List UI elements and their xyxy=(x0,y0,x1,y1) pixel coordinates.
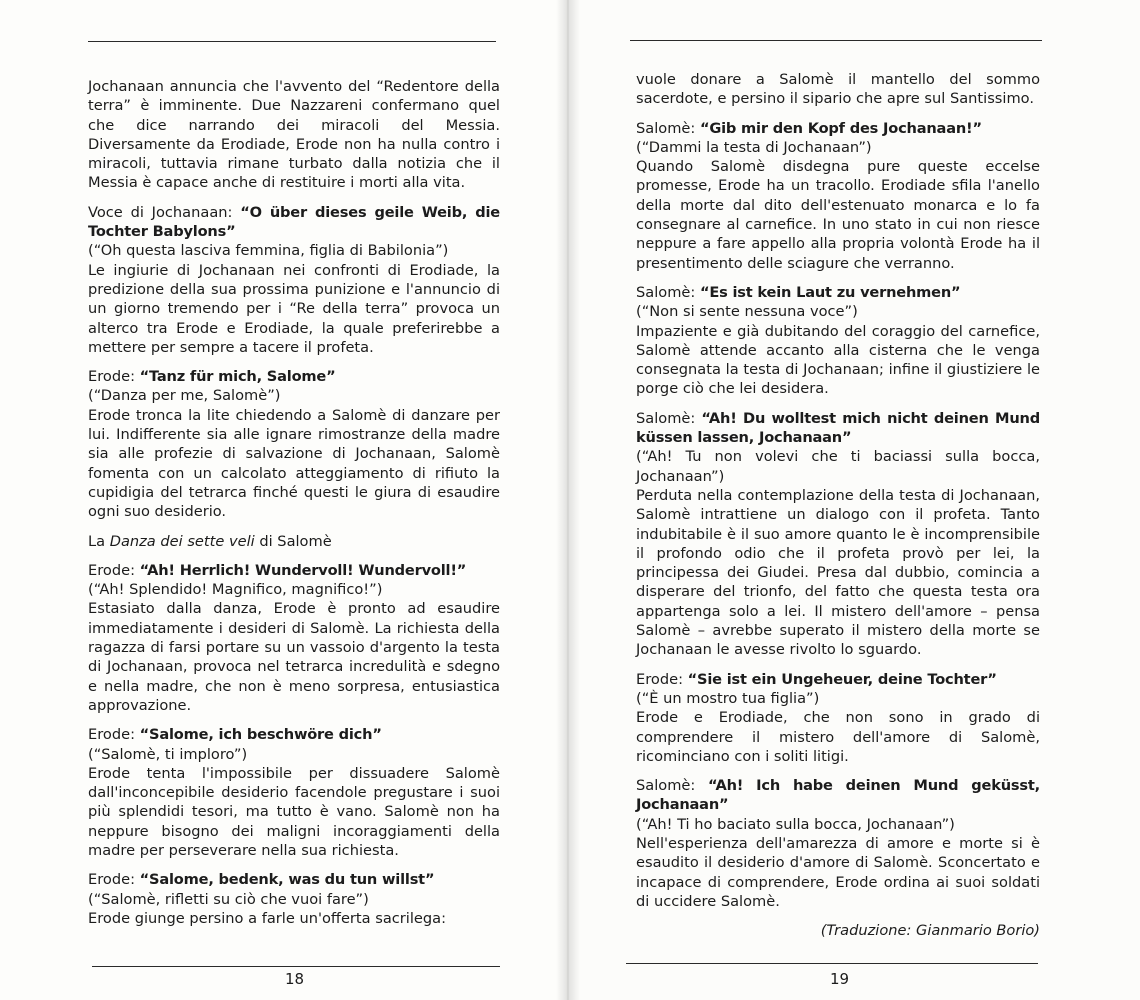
speaker: Erode: xyxy=(88,871,140,889)
translation: (“Non si sente nessuna voce”) xyxy=(636,303,858,321)
body-text: Erode tenta l'impossibile per dissuadere Salomè dall'inconcepibile desiderio facendole pregustare i suoi più splendidi tesori, ma tutto è vano. Salomè non ha neppure bisogno dei maligni incoraggiamenti della madre per perseverare nella sua richiesta. xyxy=(88,764,500,859)
speaker: Salomè: xyxy=(636,283,700,301)
paragraph xyxy=(88,532,500,551)
translation: (“Salomè, rifletti su ciò che vuoi fare”) xyxy=(88,890,369,908)
dance-title-pre: La xyxy=(88,532,110,550)
footer-rule xyxy=(626,963,1038,964)
paragraph xyxy=(88,367,500,521)
translation-credit: (Traduzione: Gianmario Borio) xyxy=(820,922,1040,940)
body-text: Le ingiurie di Jochanaan nei confronti di Erodiade, la predizione della sua prossima punizione e l'annuncio di un giorno tremendo per i “Re della terra” provoca un alterco tra Erode e Erodiade, la quale preferirebbe a mettere per sempre a tacere il profeta. xyxy=(88,261,500,356)
right-page-text xyxy=(636,70,1040,950)
paragraph xyxy=(636,409,1040,660)
paragraph xyxy=(88,561,500,715)
page-number: 19 xyxy=(830,970,850,988)
body-text: Impaziente e già dubitando del coraggio del carnefice, Salomè attende accanto alla cisterna che le venga consegnata la testa di Jochanaan; infine il giustiziere le porge ciò che lei desidera. xyxy=(636,322,1040,398)
translation: (“Dammi la testa di Jochanaan”) xyxy=(636,138,872,156)
speaker: Erode: xyxy=(88,561,140,579)
translation: (“Oh questa lasciva femmina, figlia di Babilonia”) xyxy=(88,242,449,260)
paragraph xyxy=(636,776,1040,911)
translation: (“È un mostro tua figlia”) xyxy=(636,689,820,707)
left-page xyxy=(0,0,566,1000)
body-text: Nell'esperienza dell'amarezza di amore e morte si è esaudito il desiderio d'amore di Salomè. Sconcertato e incapace di comprendere, Erode ordina ai suoi soldati di uccidere Salomè. xyxy=(636,834,1040,910)
german-quote: “Gib mir den Kopf des Jochanaan!” xyxy=(699,119,982,137)
translation: (“Ah! Ti ho baciato sulla bocca, Jochanaan”) xyxy=(636,815,955,833)
speaker: Erode: xyxy=(88,368,140,386)
book-gutter xyxy=(556,0,580,1000)
dance-title: Danza dei sette veli xyxy=(109,532,255,550)
speaker: Salomè: xyxy=(636,409,702,427)
translation: (“Danza per me, Salomè”) xyxy=(88,387,281,405)
paragraph xyxy=(636,119,1040,273)
german-quote: “Ah! Du wolltest mich nicht deinen Mund küssen lassen, Jochanaan” xyxy=(636,409,1040,447)
body-text: Quando Salomè disdegna pure queste eccelse promesse, Erode ha un tracollo. Erodiade sfila l'anello della morte dal dito dell'estenuato monarca e lo fa consegnare al carnefice. In uno stato in cui non riesce neppure a fare appello alla propria volontà Erode ha il presentimento delle sciagure che verranno. xyxy=(636,158,1040,272)
body-text: Perduta nella contemplazione della testa di Jochanaan, Salomè intrattiene un dialogo con il profeta. Tanto indubitabile è il suo amore quanto le è incomprensibile il profondo odio che il profeta provò per lei, la principessa dei Giudei. Presa dal dubbio, comincia a disperare del trionfo, del fatto che questa testa ora appartenga solo a lei. Il mistero dell'amore – pensa Salomè – avrebbe superato il mistero della morte se Jochanaan le avesse rivolto lo sguardo. xyxy=(636,486,1040,659)
german-quote: “Tanz für mich, Salome” xyxy=(139,368,336,386)
german-quote: “Es ist kein Laut zu vernehmen” xyxy=(699,283,961,301)
body-text: Jochanaan annuncia che l'avvento del “Redentore della terra” è imminente. Due Nazzareni confermano quel che dice narrando dei miracoli del Messia. Diversamente da Erodiade, Erode non ha nulla contro i miracoli, tuttavia rimane turbato dalla notizia che il Messia è capace anche di restituire i morti alla vita. xyxy=(88,78,500,192)
body-text: Erode e Erodiade, che non sono in grado di comprendere il mistero dell'amore di Salomè, ricominciano con i soliti litigi. xyxy=(636,709,1040,765)
speaker: Erode: xyxy=(88,726,140,744)
translation: (“Ah! Splendido! Magnifico, magnifico!”) xyxy=(88,581,383,599)
body-text: Estasiato dalla danza, Erode è pronto ad esaudire immediatamente i desideri di Salomè. La richiesta della ragazza di farsi portare su un vassoio d'argento la testa di Jochanaan, provoca nel tetrarca incredulità e sdegno e nella madre, che non è meno sorpresa, entusiastica approvazione. xyxy=(88,600,500,714)
paragraph xyxy=(88,870,500,928)
paragraph xyxy=(88,725,500,860)
translation: (“Ah! Tu non volevi che ti baciassi sulla bocca, Jochanaan”) xyxy=(636,448,1040,485)
paragraph xyxy=(636,70,1040,109)
paragraph xyxy=(636,283,1040,399)
left-page-text xyxy=(88,77,500,938)
paragraph xyxy=(636,670,1040,766)
german-quote: “Salome, ich beschwöre dich” xyxy=(139,726,382,744)
dance-title-post: di Salomè xyxy=(254,532,332,550)
german-quote: “Sie ist ein Ungeheuer, deine Tochter” xyxy=(687,670,997,688)
paragraph xyxy=(88,203,500,357)
right-page xyxy=(568,0,1140,1000)
body-text: Erode tronca la lite chiedendo a Salomè di danzare per lui. Indifferente sia alle ignare rimostranze della madre sia alle profezie di salvazione di Jochanaan, Salomè fomenta con un calcolato atteggiamento di rifiuto la cupidigia del tetrarca finché questi le giura di esaudire ogni suo desiderio. xyxy=(88,406,500,521)
speaker: Salomè: xyxy=(636,119,700,137)
body-text: vuole donare a Salomè il mantello del sommo sacerdote, e persino il sipario che apre sul Santissimo. xyxy=(636,71,1040,108)
german-quote: “O über dieses geile Weib, die Tochter Babylons” xyxy=(88,203,500,241)
german-quote: “Salome, bedenk, was du tun willst” xyxy=(139,871,435,889)
body-text: Erode giunge persino a farle un'offerta sacrilega: xyxy=(88,909,447,927)
paragraph xyxy=(88,77,500,193)
page-number: 18 xyxy=(285,970,305,988)
german-quote: “Ah! Ich habe deinen Mund geküsst, Jochanaan” xyxy=(636,777,1040,814)
header-rule xyxy=(630,40,1042,41)
speaker: Voce di Jochanaan: xyxy=(88,203,241,221)
speaker: Salomè: xyxy=(636,777,708,795)
german-quote: “Ah! Herrlich! Wundervoll! Wundervoll!” xyxy=(139,561,467,579)
header-rule xyxy=(88,41,496,42)
speaker: Erode: xyxy=(636,670,688,688)
footer-rule xyxy=(92,966,500,967)
translation: (“Salomè, ti imploro”) xyxy=(88,745,248,763)
